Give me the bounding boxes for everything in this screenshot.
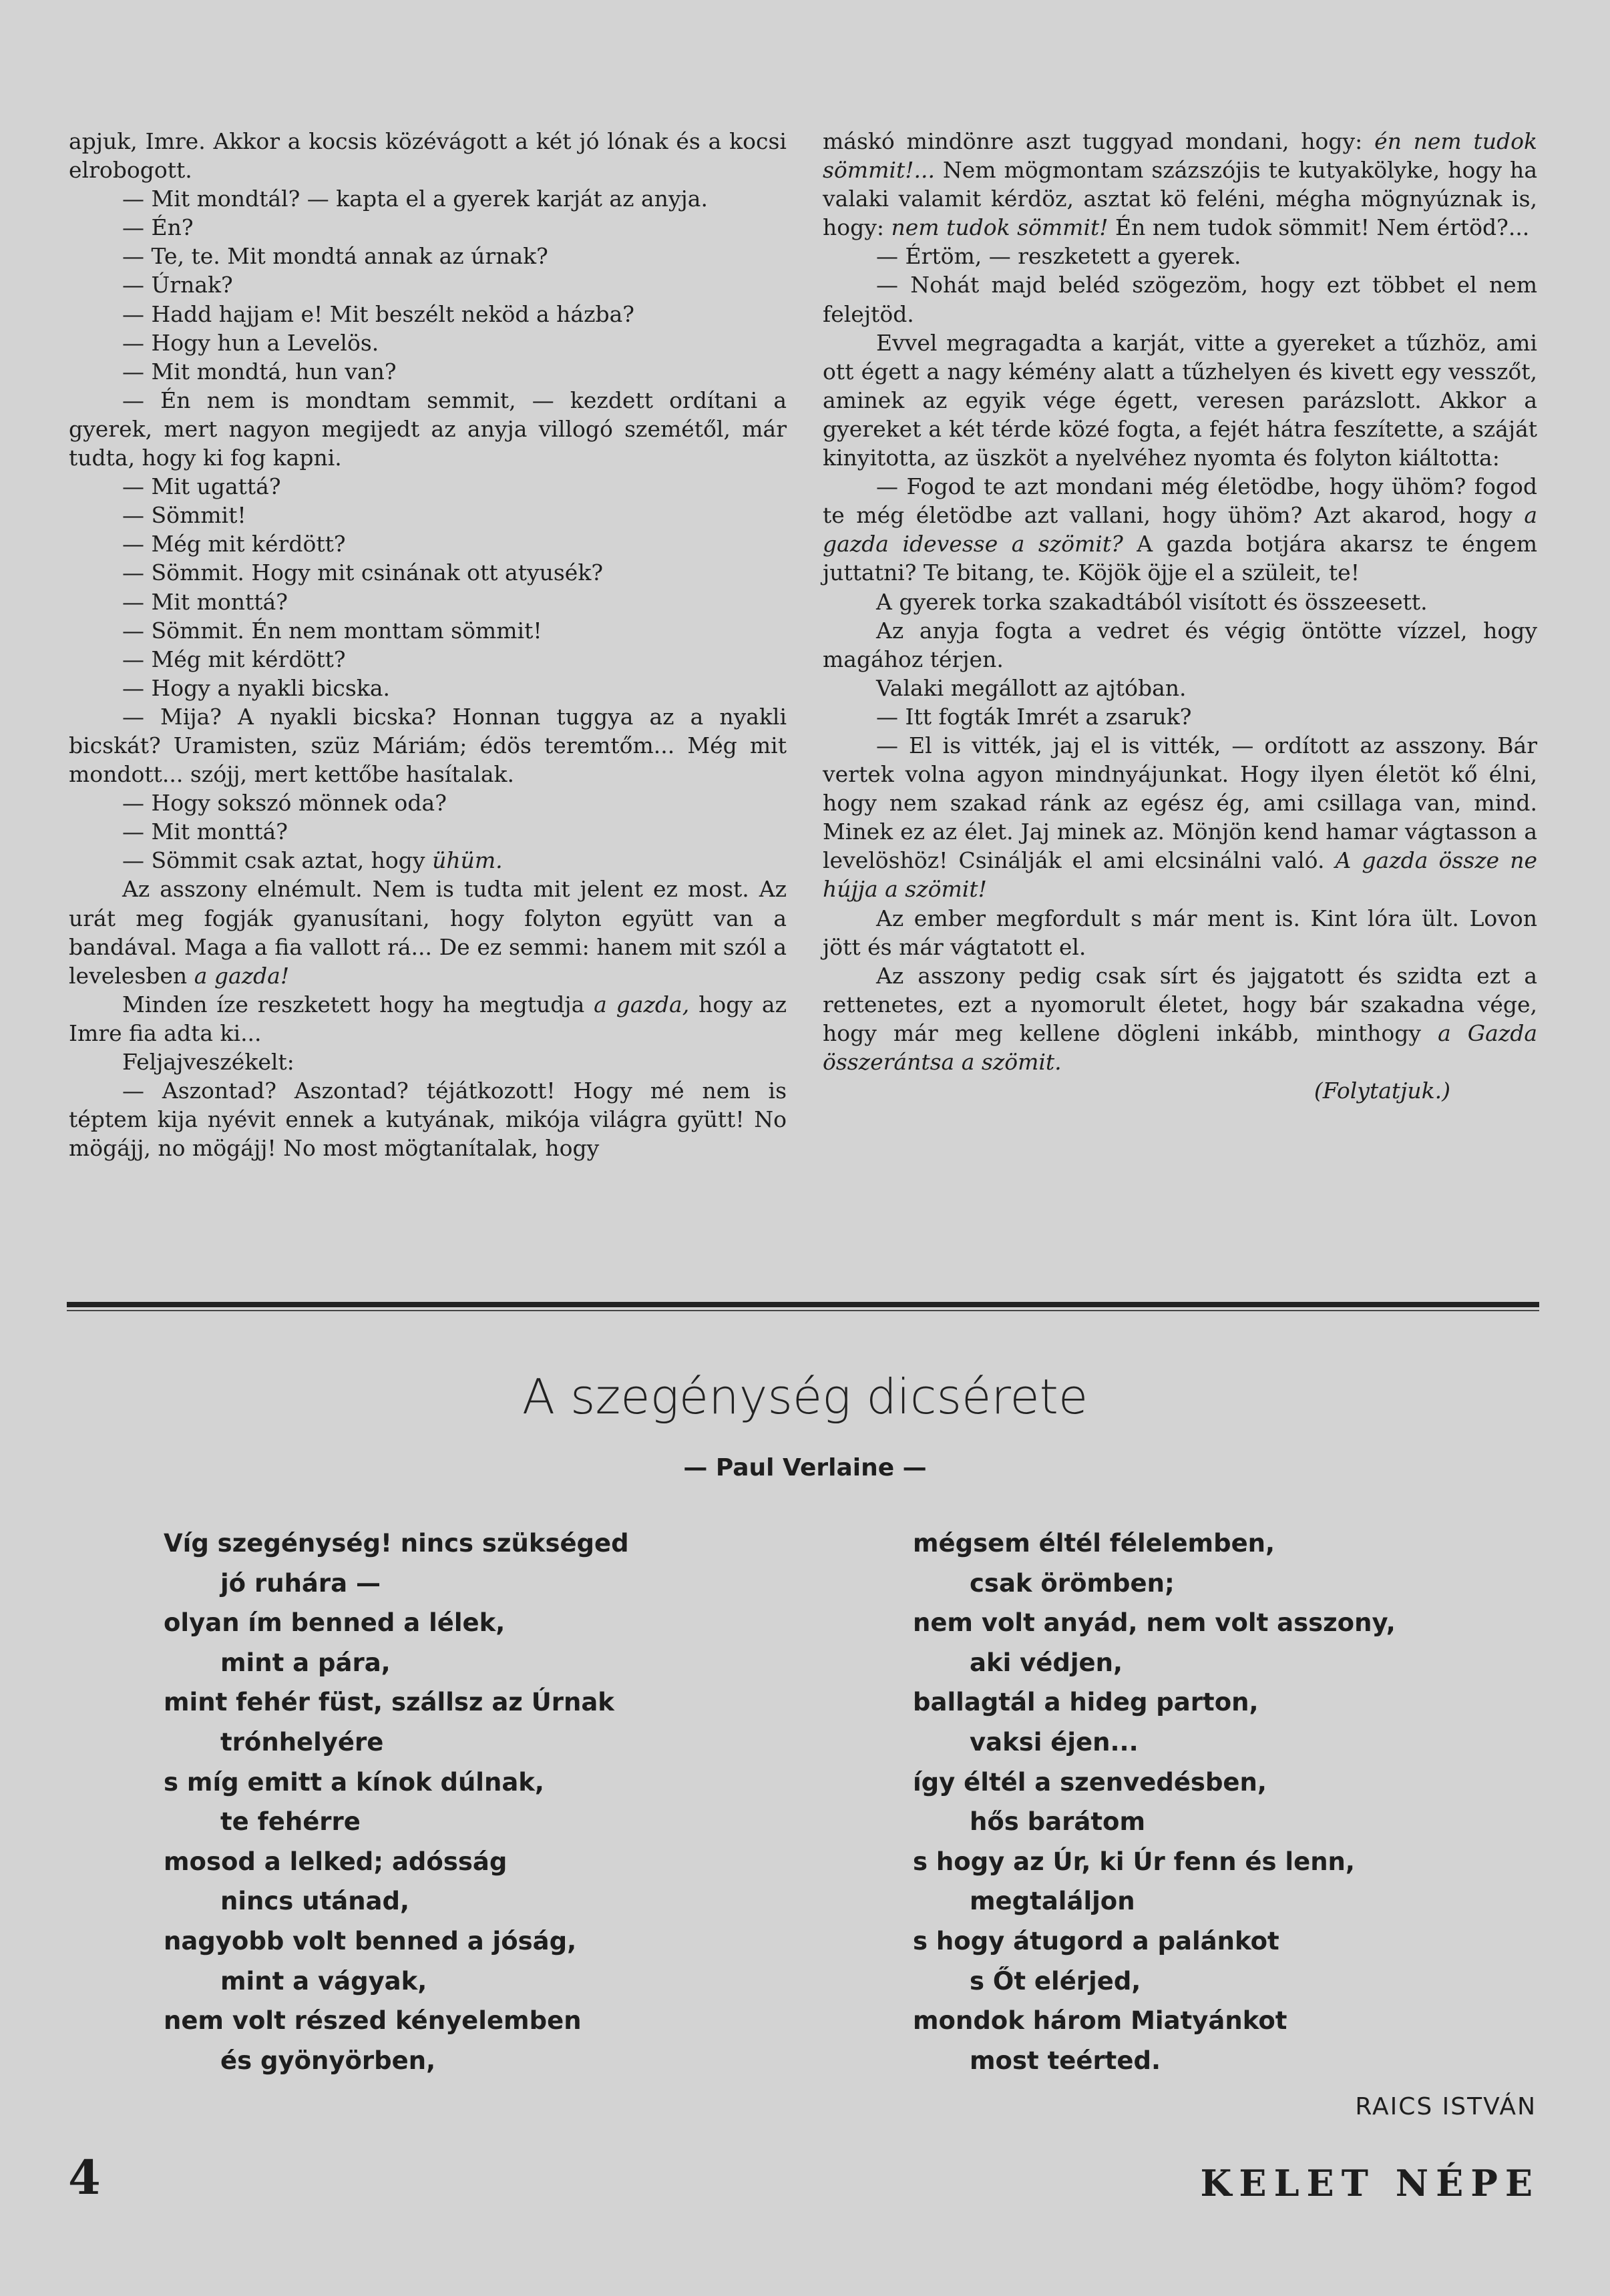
poem-author: — Paul Verlaine — (683, 1454, 927, 1481)
poem-line: mint a pára, (220, 1648, 391, 1677)
paragraph (69, 875, 787, 989)
paragraph: — Nohát majd beléd szögezöm, hogy ezt többet el nem felejtöd. (823, 272, 1537, 327)
text-span: — Sömmit csak aztat, hogy (122, 847, 425, 874)
translator-signature: RAICS ISTVÁN (1355, 2093, 1537, 2120)
poem-column-left (164, 1524, 765, 2080)
poem-column-right (913, 1524, 1547, 2080)
text-span: A gazda botjára akarsz te éngem juttatni? Te bitang, te. Köjök öjje el a szüleit, te! (823, 531, 1537, 586)
paragraph: — Még mit kérdött? (122, 531, 346, 557)
section-divider-thin (67, 1310, 1539, 1311)
paragraph: Evvel megragadta a karját, vitte a gyereket a tűzhöz, ami ott égett a nagy kémény alatt a tűzhelyen és kivett egy vesszőt, aminek az egyik vége égett, veresen parázslott. Akkor a gyereket a két térde közé fogta, a fejét hátra feszítette, a száját kinyitotta, az üszköt a nyelvéhez nyomta és folyton kiáltotta: (823, 329, 1537, 471)
emphasis: nem tudok sömmit! (891, 214, 1109, 241)
paragraph: — Hogy sokszó mönnek oda? (122, 790, 447, 817)
paragraph: — Mit mondtá, hun van? (122, 358, 397, 385)
text-span: Én nem tudok sömmit! Nem értöd?... (1115, 214, 1530, 241)
paragraph: — Még mit kérdött? (122, 646, 346, 672)
story-column-left (69, 127, 787, 1162)
paragraph: — Te, te. Mit mondtá annak az úrnak? (122, 243, 548, 270)
poem-line: s hogy átugord a palánkot (913, 1926, 1279, 1956)
paragraph (823, 472, 1537, 587)
poem-line: mosod a lelked; adósság (164, 1847, 508, 1876)
text-span: — Fogod te azt mondani még életödbe, hogy ühöm? fogod te még életödbe azt vallani, hogy ühöm? Azt akarod, hogy (823, 473, 1537, 529)
to-be-continued: (Folytatjuk.) (1314, 1078, 1450, 1104)
emphasis: a gazda, (594, 991, 690, 1017)
poem-line: mint fehér füst, szállsz az Úrnak (164, 1688, 614, 1717)
poem-line: vaksi éjen... (970, 1727, 1139, 1757)
poem-line: mondok három Miatyánkot (913, 2006, 1287, 2036)
section-divider (67, 1302, 1539, 1307)
poem-line: ballagtál a hideg parton, (913, 1688, 1259, 1717)
paragraph: — Sömmit. Hogy mit csinának ott atyusék? (122, 559, 604, 586)
poem-line: nagyobb volt benned a jóság, (164, 1926, 577, 1956)
emphasis: A gazda össze ne hújja a szömit! (823, 847, 1537, 903)
paragraph: — Sömmit! (122, 502, 246, 529)
masthead: KELET NÉPE (1200, 2162, 1540, 2205)
poem-line: nincs utánad, (220, 1887, 410, 1916)
paragraph (69, 990, 787, 1048)
poem-line: csak örömben; (970, 1568, 1175, 1598)
poem-line: jó ruhára — (220, 1568, 381, 1598)
paragraph: Valaki megállott az ajtóban. (876, 674, 1187, 701)
poem-line: s Őt elérjed, (970, 1966, 1141, 1996)
paragraph: — Mit monttá? (122, 588, 288, 615)
text-span: máskó mindönre aszt tuggyad mondani, hogy: (823, 128, 1363, 154)
poem-line: így éltél a szenvedésben, (913, 1767, 1267, 1797)
paragraph (823, 731, 1537, 904)
poem-line: te fehérre (220, 1807, 361, 1837)
paragraph: — Itt fogták Imrét a zsaruk? (876, 703, 1192, 730)
paragraph: — Mit ugattá? (122, 473, 281, 500)
paragraph (823, 127, 1537, 242)
paragraph: — Hogy hun a Levelös. (122, 329, 379, 356)
poem-title: A szegénység dicsérete (522, 1369, 1088, 1425)
text-span: Nem mögmontam százszójis te kutyakölyke, hogy ha valaki valamit kérdöz, asztat kö feléni, mégha mögnyúznak is, hogy: (823, 157, 1537, 241)
page-number: 4 (68, 2150, 101, 2205)
emphasis: a Gazda összerántsa a szömit. (823, 1019, 1537, 1075)
emphasis: a gazda idevesse a szömit? (823, 502, 1537, 557)
text-span: Minden íze reszketett hogy ha megtudja (122, 991, 585, 1017)
paragraph: Feljajveszékelt: (122, 1049, 294, 1075)
poem-line: mint a vágyak, (220, 1966, 427, 1996)
text-span: Az asszony elnémult. Nem is tudta mit jelent ez most. Az urát meg fogják gyanusítani, hogy folyton együtt van a bandával. Maga a fia vallott rá... De ez semmi: hanem mit szól a levelesben (69, 876, 787, 989)
paragraph: — Úrnak? (122, 272, 233, 298)
paragraph: Az ember megfordult s már ment is. Kint lóra ült. Lovon jött és már vágtatott el. (823, 905, 1537, 960)
poem-line: nem volt anyád, nem volt asszony, (913, 1608, 1396, 1638)
paragraph: — Mija? A nyakli bicska? Honnan tuggya az a nyakli bicskát? Uramisten, szüz Máriám; édös teremtőm... Még mit mondott... szójj, mert kettőbe hasítalak. (69, 703, 787, 788)
poem-line: s hogy az Úr, ki Úr fenn és lenn, (913, 1847, 1355, 1876)
paragraph (823, 961, 1537, 1076)
paragraph: A gyerek torka szakadtából visított és összeesett. (876, 588, 1428, 615)
poem-line: nem volt részed kényelemben (164, 2006, 582, 2036)
paragraph: — Aszontad? Aszontad? téjátkozott! Hogy mé nem is téptem kija nyévit ennek a kutyának, mikója világra gyütt! No mögájj, no mögájj! No most mögtanítalak, hogy (69, 1078, 787, 1162)
poem-line: megtaláljon (970, 1887, 1135, 1916)
paragraph: — Én? (122, 214, 194, 241)
paragraph: — Hadd hajjam e! Mit beszélt neköd a házba? (122, 300, 634, 327)
poem-line: olyan ím benned a lélek, (164, 1608, 506, 1638)
paragraph: apjuk, Imre. Akkor a kocsis közévágott a két jó lónak és a kocsi elrobogott. (69, 128, 787, 184)
poem-line: Víg szegénység! nincs szükséged (164, 1529, 629, 1558)
story-column-right (823, 127, 1537, 1105)
poem-line: hős barátom (970, 1807, 1145, 1837)
paragraph: — Sömmit. Én nem monttam sömmit! (122, 617, 542, 644)
paragraph (69, 846, 787, 875)
paragraph: — Értöm, — reszketett a gyerek. (876, 243, 1241, 270)
text-span: Az asszony pedig csak sírt és jajgatott és szidta ezt a rettenetes, ezt a nyomorult életet, hogy bár szakadna vége, hogy már meg kellene dögleni inkább, minthogy (823, 962, 1537, 1046)
paragraph: Az anyja fogta a vedret és végig öntötte vízzel, hogy magához térjen. (823, 617, 1537, 672)
paragraph: — Mit monttá? (122, 819, 288, 845)
emphasis: ühüm. (432, 847, 503, 874)
poem-line: most teérted. (970, 2046, 1161, 2075)
paragraph: — Én nem is mondtam semmit, — kezdett ordítani a gyerek, mert nagyon megijedt az anyja villogó szemétől, már tudta, hogy ki fog kapni. (69, 387, 787, 471)
emphasis: én nem tudok sömmit!... (823, 128, 1537, 184)
text-span: — El is vitték, jaj el is vitték, — ordított az asszony. Bár vertek volna agyon mindnyájunkat. Hogy ilyen életöt kő élni, hogy nem szakad ránk az egész ég, ami csillaga van, mind. Minek ez az élet. Jaj minek az. Mönjön kend hamar vágtasson a levelöshöz! Csinálják el ami elcsinálni való. (823, 732, 1537, 874)
text-span: hogy az Imre fia adta ki... (69, 991, 787, 1046)
poem-line: trónhelyére (220, 1727, 384, 1757)
paragraph: — Mit mondtál? — kapta el a gyerek karját az anyja. (122, 186, 708, 212)
poem-line: s míg emitt a kínok dúlnak, (164, 1767, 544, 1797)
paragraph: — Hogy a nyakli bicska. (122, 674, 390, 701)
poem-line: és gyönyörben, (220, 2046, 436, 2075)
poem-line: mégsem éltél félelemben, (913, 1529, 1275, 1558)
poem-line: aki védjen, (970, 1648, 1123, 1677)
emphasis: a gazda! (194, 962, 290, 989)
